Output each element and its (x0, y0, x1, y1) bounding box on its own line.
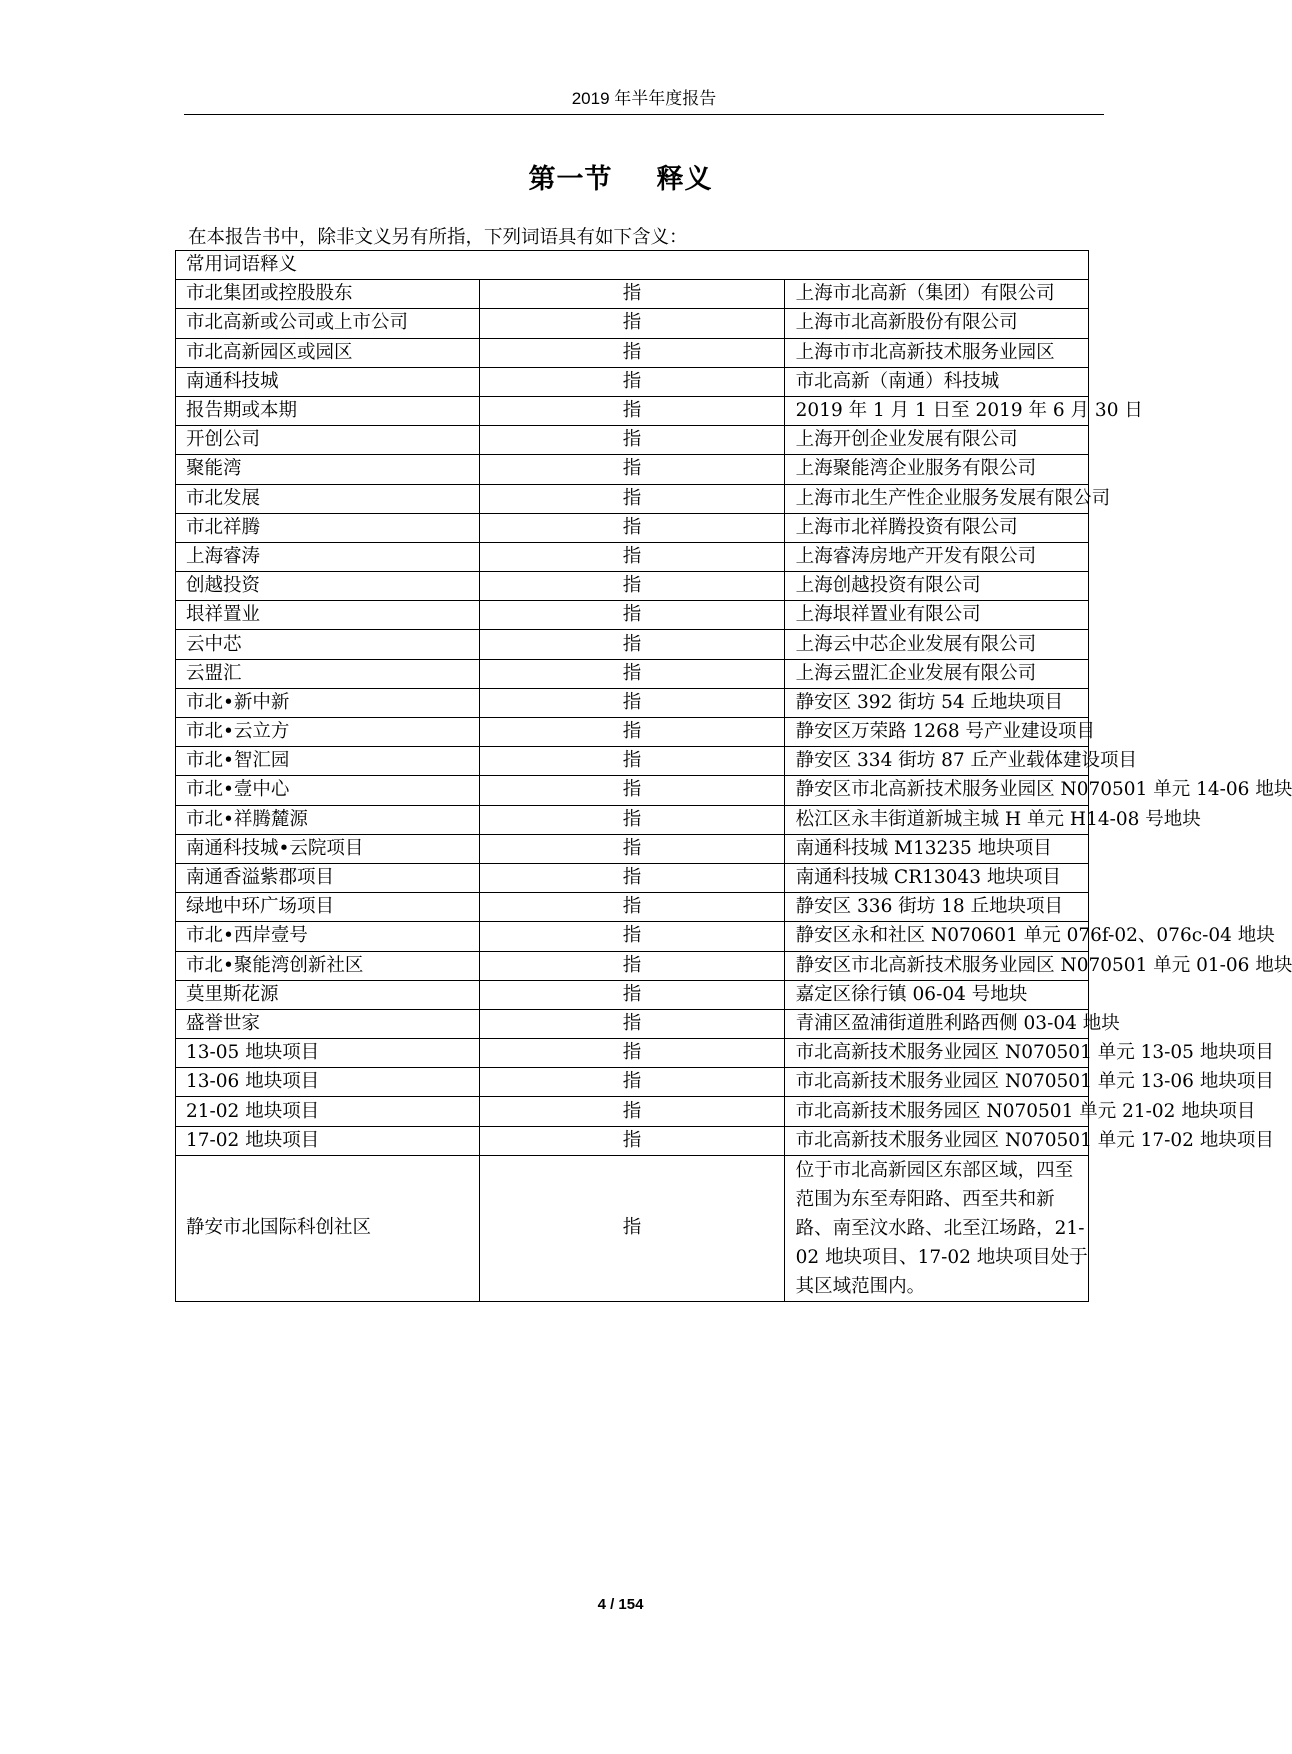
meaning-cell: 上海市北高新股份有限公司 (784, 309, 1088, 338)
meaning-cell: 静安区 334 街坊 87 丘产业载体建设项目 (784, 747, 1088, 776)
refers-cell: 指 (480, 1126, 784, 1155)
table-row (176, 805, 1089, 834)
refers-cell: 指 (480, 280, 784, 309)
meaning-cell: 上海垠祥置业有限公司 (784, 601, 1088, 630)
table-caption-row (176, 251, 1089, 280)
meaning-cell: 上海市北高新（集团）有限公司 (784, 280, 1088, 309)
meaning-cell: 嘉定区徐行镇 06-04 号地块 (784, 980, 1088, 1009)
term-cell: 21-02 地块项目 (176, 1097, 480, 1126)
table-row (176, 484, 1089, 513)
table-row (176, 951, 1089, 980)
term-cell: 上海睿涛 (176, 542, 480, 571)
meaning-cell: 静安区市北高新技术服务业园区 N070501 单元 01-06 地块 (784, 951, 1088, 980)
term-cell: 市北高新或公司或上市公司 (176, 309, 480, 338)
table-row (176, 922, 1089, 951)
term-cell: 市北•聚能湾创新社区 (176, 951, 480, 980)
intro-text: 在本报告书中，除非文义另有所指，下列词语具有如下含义： (188, 227, 688, 248)
refers-cell: 指 (480, 572, 784, 601)
meaning-cell: 上海云中芯企业发展有限公司 (784, 630, 1088, 659)
meaning-cell: 上海开创企业发展有限公司 (784, 426, 1088, 455)
table-row (176, 1155, 1089, 1301)
table-row (176, 980, 1089, 1009)
table-row (176, 455, 1089, 484)
refers-cell: 指 (480, 776, 784, 805)
meaning-cell: 静安区 336 街坊 18 丘地块项目 (784, 893, 1088, 922)
definitions-table (175, 250, 1292, 1302)
table-row (176, 1068, 1089, 1097)
header-divider (184, 114, 1104, 115)
term-cell: 市北•壹中心 (176, 776, 480, 805)
table-caption: 常用词语释义 (176, 251, 1089, 280)
refers-cell: 指 (480, 1009, 784, 1038)
refers-cell: 指 (480, 367, 784, 396)
refers-cell: 指 (480, 1068, 784, 1097)
term-cell: 市北祥腾 (176, 513, 480, 542)
table-row (176, 426, 1089, 455)
term-cell: 聚能湾 (176, 455, 480, 484)
meaning-cell: 青浦区盈浦街道胜利路西侧 03-04 地块 (784, 1009, 1088, 1038)
meaning-cell: 上海聚能湾企业服务有限公司 (784, 455, 1088, 484)
table-row (176, 1097, 1089, 1126)
page-number: 4 / 154 (597, 1596, 644, 1613)
table-row (176, 863, 1089, 892)
refers-cell: 指 (480, 805, 784, 834)
refers-cell: 指 (480, 1155, 784, 1301)
refers-cell: 指 (480, 396, 784, 425)
meaning-cell: 2019 年 1 月 1 日至 2019 年 6 月 30 日 (784, 396, 1088, 425)
meaning-cell: 市北高新技术服务业园区 N070501 单元 13-06 地块项目 (784, 1068, 1088, 1097)
meaning-cell: 南通科技城 CR13043 地块项目 (784, 863, 1088, 892)
section-title (0, 157, 1241, 196)
table-row (176, 747, 1089, 776)
meaning-cell: 上海市北生产性企业服务发展有限公司 (784, 484, 1088, 513)
term-cell: 静安市北国际科创社区 (176, 1155, 480, 1301)
table-row (176, 542, 1089, 571)
meaning-cell: 市北高新（南通）科技城 (784, 367, 1088, 396)
refers-cell: 指 (480, 718, 784, 747)
refers-cell: 指 (480, 542, 784, 571)
term-cell: 市北高新园区或园区 (176, 338, 480, 367)
term-cell: 垠祥置业 (176, 601, 480, 630)
table-row (176, 601, 1089, 630)
refers-cell: 指 (480, 426, 784, 455)
term-cell: 南通科技城 (176, 367, 480, 396)
meaning-cell: 市北高新技术服务园区 N070501 单元 21-02 地块项目 (784, 1097, 1088, 1126)
refers-cell: 指 (480, 338, 784, 367)
refers-cell: 指 (480, 630, 784, 659)
table-row (176, 513, 1089, 542)
table-row (176, 659, 1089, 688)
table-row (176, 834, 1089, 863)
refers-cell: 指 (480, 484, 784, 513)
term-cell: 绿地中环广场项目 (176, 893, 480, 922)
term-cell: 云中芯 (176, 630, 480, 659)
term-cell: 莫里斯花源 (176, 980, 480, 1009)
meaning-cell: 上海市北祥腾投资有限公司 (784, 513, 1088, 542)
table-row (176, 280, 1089, 309)
meaning-cell: 静安区 392 街坊 54 丘地块项目 (784, 688, 1088, 717)
term-cell: 市北•祥腾麓源 (176, 805, 480, 834)
term-cell: 南通香溢紫郡项目 (176, 863, 480, 892)
term-cell: 市北•智汇园 (176, 747, 480, 776)
table-row (176, 367, 1089, 396)
meaning-cell: 上海市市北高新技术服务业园区 (784, 338, 1088, 367)
meaning-cell: 松江区永丰街道新城主城 H 单元 H14-08 号地块 (784, 805, 1088, 834)
term-cell: 云盟汇 (176, 659, 480, 688)
refers-cell: 指 (480, 309, 784, 338)
table-row (176, 776, 1089, 805)
meaning-cell: 市北高新技术服务业园区 N070501 单元 17-02 地块项目 (784, 1126, 1088, 1155)
refers-cell: 指 (480, 951, 784, 980)
term-cell: 开创公司 (176, 426, 480, 455)
term-cell: 盛誉世家 (176, 1009, 480, 1038)
term-cell: 报告期或本期 (176, 396, 480, 425)
table-row (176, 630, 1089, 659)
term-cell: 13-05 地块项目 (176, 1039, 480, 1068)
table-row (176, 396, 1089, 425)
table-row (176, 572, 1089, 601)
refers-cell: 指 (480, 601, 784, 630)
refers-cell: 指 (480, 980, 784, 1009)
term-cell: 市北•西岸壹号 (176, 922, 480, 951)
refers-cell: 指 (480, 893, 784, 922)
meaning-cell: 南通科技城 M13235 地块项目 (784, 834, 1088, 863)
term-cell: 市北发展 (176, 484, 480, 513)
meaning-cell: 位于市北高新园区东部区域，四至范围为东至寿阳路、西至共和新路、南至汶水路、北至江场路，21-02 地块项目、17-02 地块项目处于其区域范围内。 (784, 1155, 1088, 1301)
meaning-cell: 上海睿涛房地产开发有限公司 (784, 542, 1088, 571)
section-name: 释义 (656, 164, 713, 195)
meaning-cell: 上海创越投资有限公司 (784, 572, 1088, 601)
term-cell: 市北•云立方 (176, 718, 480, 747)
refers-cell: 指 (480, 747, 784, 776)
term-cell: 13-06 地块项目 (176, 1068, 480, 1097)
term-cell: 市北集团或控股股东 (176, 280, 480, 309)
meaning-cell: 市北高新技术服务业园区 N070501 单元 13-05 地块项目 (784, 1039, 1088, 1068)
refers-cell: 指 (480, 688, 784, 717)
table-row (176, 688, 1089, 717)
refers-cell: 指 (480, 659, 784, 688)
running-header: 2019 年半年度报告 (571, 89, 717, 108)
refers-cell: 指 (480, 922, 784, 951)
refers-cell: 指 (480, 455, 784, 484)
table-row (176, 1126, 1089, 1155)
table-row (176, 718, 1089, 747)
refers-cell: 指 (480, 863, 784, 892)
meaning-cell: 静安区永和社区 N070601 单元 076f-02、076c-04 地块 (784, 922, 1088, 951)
section-number: 第一节 (528, 164, 613, 195)
term-cell: 市北•新中新 (176, 688, 480, 717)
meaning-cell: 上海云盟汇企业发展有限公司 (784, 659, 1088, 688)
term-cell: 17-02 地块项目 (176, 1126, 480, 1155)
table-row (176, 1009, 1089, 1038)
table-row (176, 893, 1089, 922)
term-cell: 南通科技城•云院项目 (176, 834, 480, 863)
table-row (176, 309, 1089, 338)
meaning-cell: 静安区市北高新技术服务业园区 N070501 单元 14-06 地块 (784, 776, 1088, 805)
refers-cell: 指 (480, 834, 784, 863)
meaning-cell: 静安区万荣路 1268 号产业建设项目 (784, 718, 1088, 747)
refers-cell: 指 (480, 1039, 784, 1068)
table-row (176, 1039, 1089, 1068)
term-cell: 创越投资 (176, 572, 480, 601)
refers-cell: 指 (480, 513, 784, 542)
table-row (176, 338, 1089, 367)
refers-cell: 指 (480, 1097, 784, 1126)
